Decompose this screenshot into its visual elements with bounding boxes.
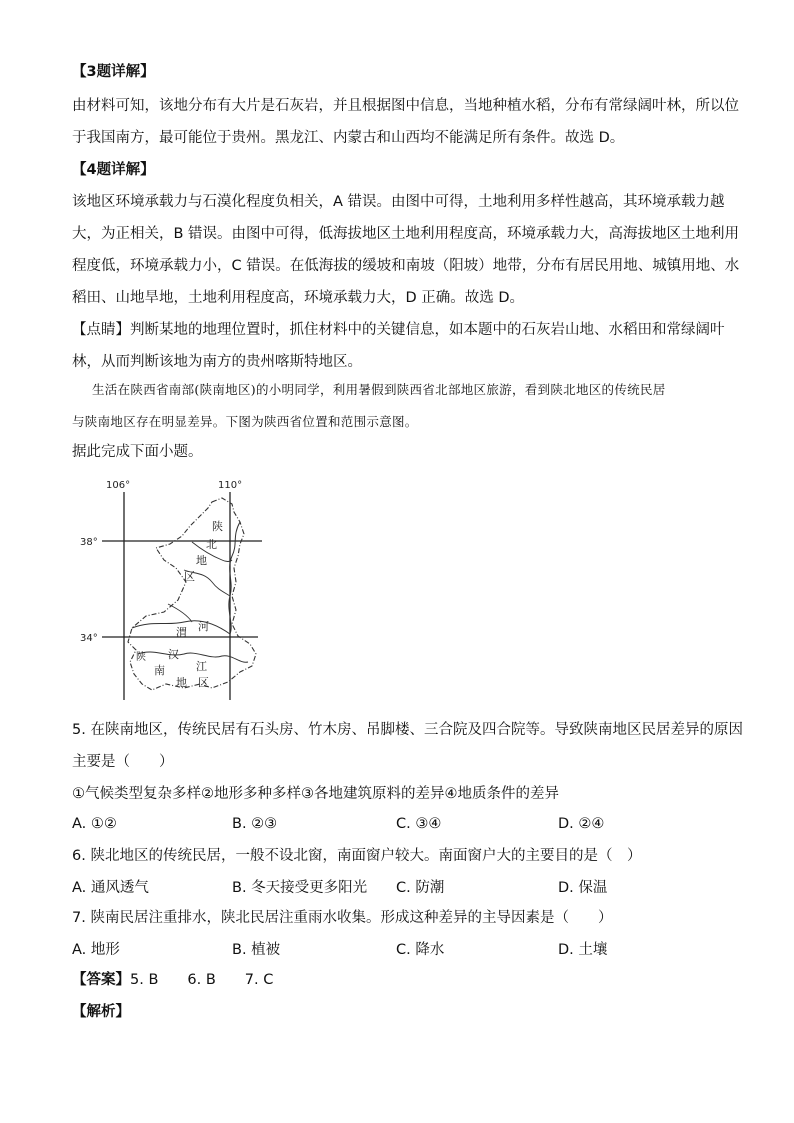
north-label-char-4: 区: [184, 570, 195, 583]
lat-label-38: 38°: [80, 537, 98, 548]
lat-label-34: 34°: [80, 633, 98, 644]
q5-option-c[interactable]: C. ③④: [396, 816, 442, 832]
q3-text-line-2: 于我国南方，最可能位于贵州。黑龙江、内蒙古和山西均不能满足所有条件。故选 D。: [72, 130, 625, 146]
q5-statements: ①气候类型复杂多样②地形多种多样③各地建筑原料的差异④地质条件的差异: [72, 786, 559, 802]
q5-option-d[interactable]: D. ②④: [558, 816, 605, 832]
north-label-char-2: 北: [206, 538, 217, 551]
q4-header: 【4题详解】: [72, 162, 155, 178]
q4-text-line-3: 程度低，环境承载力小，C 错误。在低海拔的缓坡和南坡（阳坡）地带，分布有居民用地、城镇用地、水: [72, 258, 740, 274]
wei-label-char-2: 河: [198, 620, 209, 633]
answer-text: 5. B 6. B 7. C: [130, 972, 274, 988]
q4-text-line-4: 稻田、山地旱地，土地利用程度高，环境承载力大，D 正确。故选 D。: [72, 290, 525, 306]
q5-option-b[interactable]: B. ②③: [232, 816, 278, 832]
south-label-char-1: 陕: [136, 652, 146, 663]
province-border: [128, 498, 256, 690]
q6-stem: 6. 陕北地区的传统民居，一般不设北窗，南面窗户较大。南面窗户大的主要目的是（ ）: [72, 848, 642, 864]
tip-line-1: 【点睛】判断某地的地理位置时，抓住材料中的关键信息，如本题中的石灰岩山地、水稻田和常绿阔叶: [72, 322, 725, 338]
q5-stem-line-1: 5. 在陕南地区，传统民居有石头房、竹木房、吊脚楼、三合院及四合院等。导致陕南地区民居差异的原因: [72, 722, 743, 738]
q6-option-a[interactable]: A. 通风透气: [72, 880, 149, 896]
q3-header: 【3题详解】: [72, 64, 155, 80]
q7-option-a[interactable]: A. 地形: [72, 942, 120, 958]
analysis-label: 【解析】: [72, 1004, 130, 1020]
han-river: [138, 652, 248, 662]
shaanxi-map: [72, 478, 272, 703]
north-label-char-1: 陕: [212, 520, 223, 533]
tip-line-2: 林，从而判断该地为南方的贵州喀斯特地区。: [72, 354, 362, 370]
south-label-char-2: 南: [154, 664, 165, 677]
q7-option-c[interactable]: C. 降水: [396, 942, 445, 958]
han-label: 汉: [168, 648, 179, 661]
lon-label-106: 106°: [106, 480, 131, 491]
q4-text-line-2: 大，为正相关，B 错误。由图中可得，低海拔地区土地利用程度高，环境承载力大，高海拔地区土地利用: [72, 226, 740, 242]
q6-option-b[interactable]: B. 冬天接受更多阳光: [232, 880, 368, 896]
lon-label-110: 110°: [218, 480, 243, 491]
south-label-char-5: 区: [198, 676, 209, 689]
wei-label-char-1: 渭: [176, 626, 187, 639]
q7-stem: 7. 陕南民居注重排水，陕北民居注重雨水收集。形成这种差异的主导因素是（ ）: [72, 910, 613, 926]
north-label-char-3: 地: [196, 554, 207, 567]
q7-option-b[interactable]: B. 植被: [232, 942, 281, 958]
q7-option-d[interactable]: D. 土壤: [558, 942, 608, 958]
q5-option-a[interactable]: A. ①②: [72, 816, 117, 832]
story-prompt: 据此完成下面小题。: [72, 444, 203, 460]
answer-line: [72, 970, 273, 990]
south-label-char-3: 江: [196, 660, 207, 673]
wei-tributary: [168, 604, 192, 622]
story-line-1: 生活在陕西省南部(陕南地区)的小明同学，利用暑假到陕西省北部地区旅游，看到陕北地区的传统民居: [92, 382, 666, 397]
q3-text-line-1: 由材料可知，该地分布有大片是石灰岩，并且根据图中信息，当地种植水稻，分布有常绿阔叶林，所以位: [72, 98, 739, 114]
q6-option-c[interactable]: C. 防潮: [396, 880, 445, 896]
q4-text-line-1: 该地区环境承载力与石漠化程度负相关，A 错误。由图中可得，土地利用多样性越高，其环境承载力越: [72, 194, 725, 210]
q5-stem-line-2: 主要是（ ）: [72, 754, 174, 770]
story-line-2: 与陕南地区存在明显差异。下图为陕西省位置和范围示意图。: [72, 414, 418, 429]
answer-label: 【答案】: [72, 972, 130, 988]
q6-option-d[interactable]: D. 保温: [558, 880, 608, 896]
south-label-char-4: 地: [176, 676, 187, 689]
